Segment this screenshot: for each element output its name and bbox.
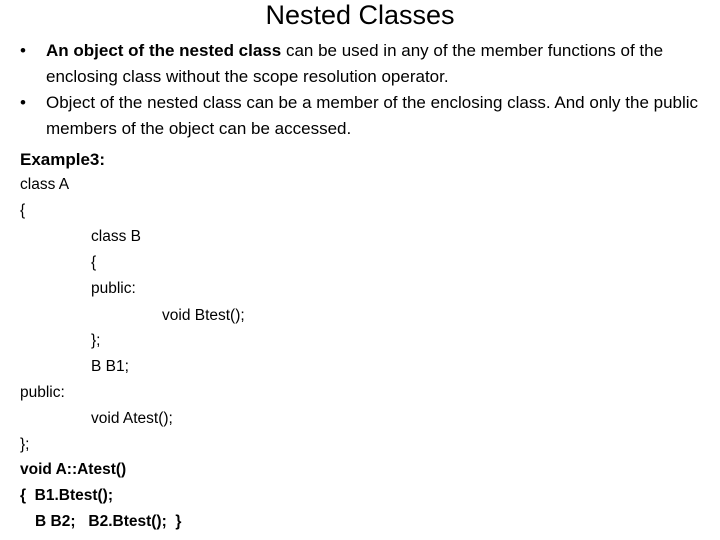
code-line: void Atest(); <box>91 410 173 427</box>
bullet-bold-text: An object of the nested class <box>46 41 282 60</box>
code-line: void Btest(); <box>162 307 245 324</box>
code-line: void A::Atest() <box>20 461 127 478</box>
code-line: class A <box>20 176 70 193</box>
bullet-text: can be used in any of the member functions of the enclosing class without the scope resolution operator. <box>46 41 664 86</box>
code-line: class B <box>91 228 141 245</box>
bullet-dot-icon: • <box>20 41 26 60</box>
code-line: { <box>20 202 26 219</box>
code-line: B B1; <box>91 358 129 375</box>
bullet-dot-icon: • <box>20 93 26 112</box>
bullet-text: Object of the nested class can be a member of the enclosing class. And only the public members of the object can be accessed. <box>46 93 699 138</box>
example-label: Example3: <box>20 150 106 169</box>
code-line: { <box>91 254 97 271</box>
code-line: }; <box>20 436 30 453</box>
code-line: B B2; B2.Btest(); } <box>35 513 182 530</box>
code-line: { B1.Btest(); <box>20 487 114 504</box>
bullet-item <box>20 38 710 90</box>
bullet-list <box>20 38 710 142</box>
code-line: public: <box>20 384 65 401</box>
code-line: public: <box>91 280 136 297</box>
code-line: }; <box>91 332 101 349</box>
bullet-item <box>20 90 710 142</box>
slide-title: Nested Classes <box>265 0 455 30</box>
